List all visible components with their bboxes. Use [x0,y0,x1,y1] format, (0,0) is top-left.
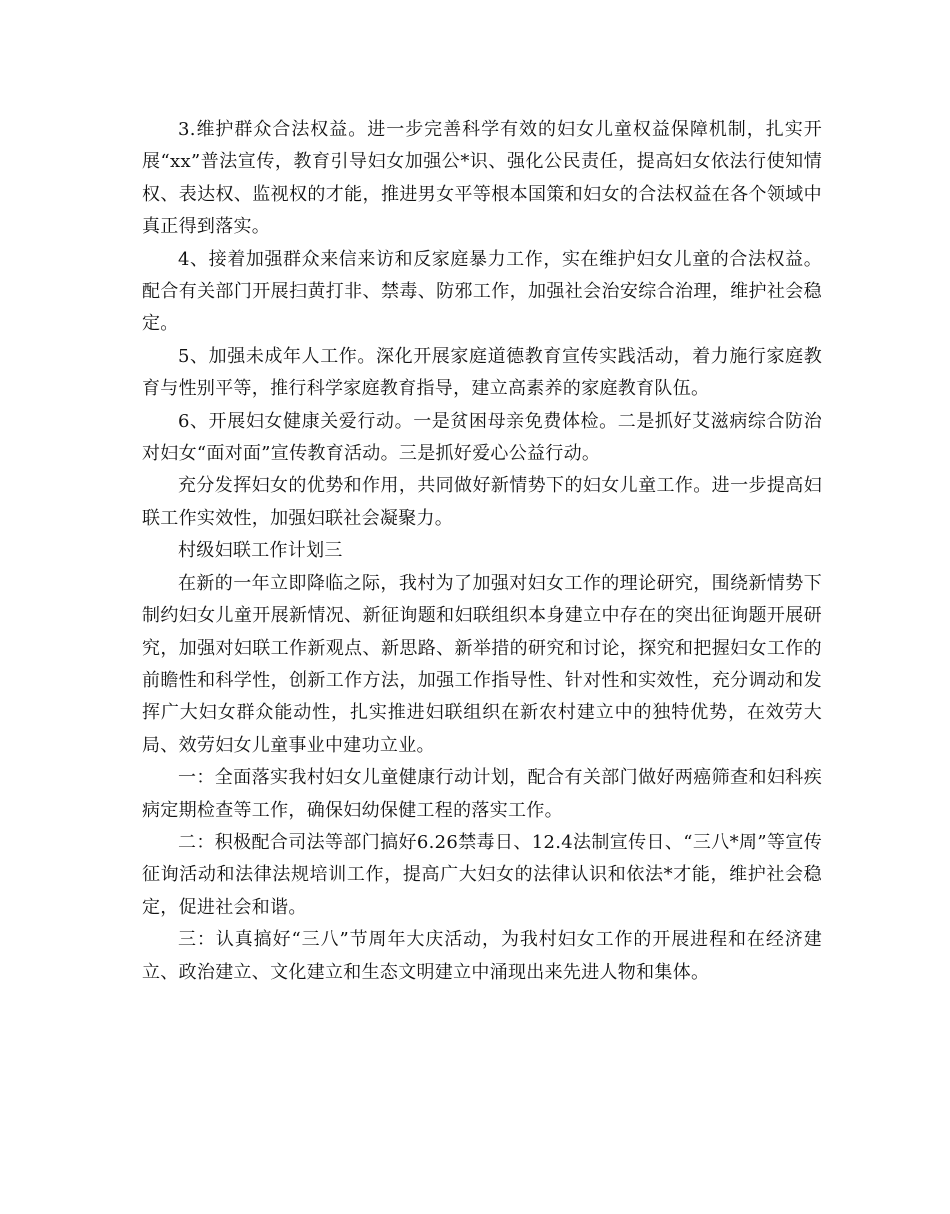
paragraph-intro: 在新的一年立即降临之际，我村为了加强对妇女工作的理论研究，围绕新情势下制约妇女儿童开展新情况、新征询题和妇联组织本身建立中存在的突出征询题开展研究，加强对妇联工作新观点、新思路、新举措的研究和讨论，探究和把握妇女工作的前瞻性和科学性，创新工作方法，加强工作指导性、针对性和实效性，充分调动和发挥广大妇女群众能动性，扎实推进妇联组织在新农村建立中的独特优势，在效劳大局、效劳妇女儿童事业中建功立业。 [142,572,822,756]
document-body [142,114,822,989]
paragraph-letters-visits: 4、接着加强群众来信来访和反家庭暴力工作，实在维护妇女儿童的合法权益。配合有关部门开展扫黄打非、禁毒、防邪工作，加强社会治安综合治理，维护社会稳定。 [142,248,822,335]
paragraph-health: 6、开展妇女健康关爱行动。一是贫困母亲免费体检。二是抓好艾滋病综合防治对妇女“面对面”宣传教育活动。三是抓好爱心公益行动。 [142,410,822,465]
section-heading: 村级妇联工作计划三 [178,540,343,562]
paragraph-item-three: 三：认真搞好“三八”节周年大庆活动，为我村妇女工作的开展进程和在经济建立、政治建立、文化建立和生态文明建立中涌现出来先进人物和集体。 [142,929,822,983]
paragraph-item-two: 二：积极配合司法等部门搞好6.26禁毒日、12.4法制宣传日、“三八*周”等宣传征询活动和法律法规培训工作，提高广大妇女的法律认识和依法*才能，维护社会稳定，促进社会和谐。 [142,831,822,918]
paragraph-summary: 充分发挥妇女的优势和作用，共同做好新情势下的妇女儿童工作。进一步提高妇联工作实效性，加强妇联社会凝聚力。 [142,475,822,529]
paragraph-item-one: 一：全面落实我村妇女儿童健康行动计划，配合有关部门做好两癌筛查和妇科疾病定期检查等工作，确保妇幼保健工程的落实工作。 [142,767,822,821]
paragraph-rights: 3.维护群众合法权益。进一步完善科学有效的妇女儿童权益保障机制，扎实开展“xx”普法宣传，教育引导妇女加强公*识、强化公民责任，提高妇女依法行使知情权、表达权、监视权的才能，推进男女平等根本国策和妇女的合法权益在各个领域中真正得到落实。 [142,119,822,238]
paragraph-minors: 5、加强未成年人工作。深化开展家庭道德教育宣传实践活动，着力施行家庭教育与性别平等，推行科学家庭教育指导，建立高素养的家庭教育队伍。 [142,345,822,400]
